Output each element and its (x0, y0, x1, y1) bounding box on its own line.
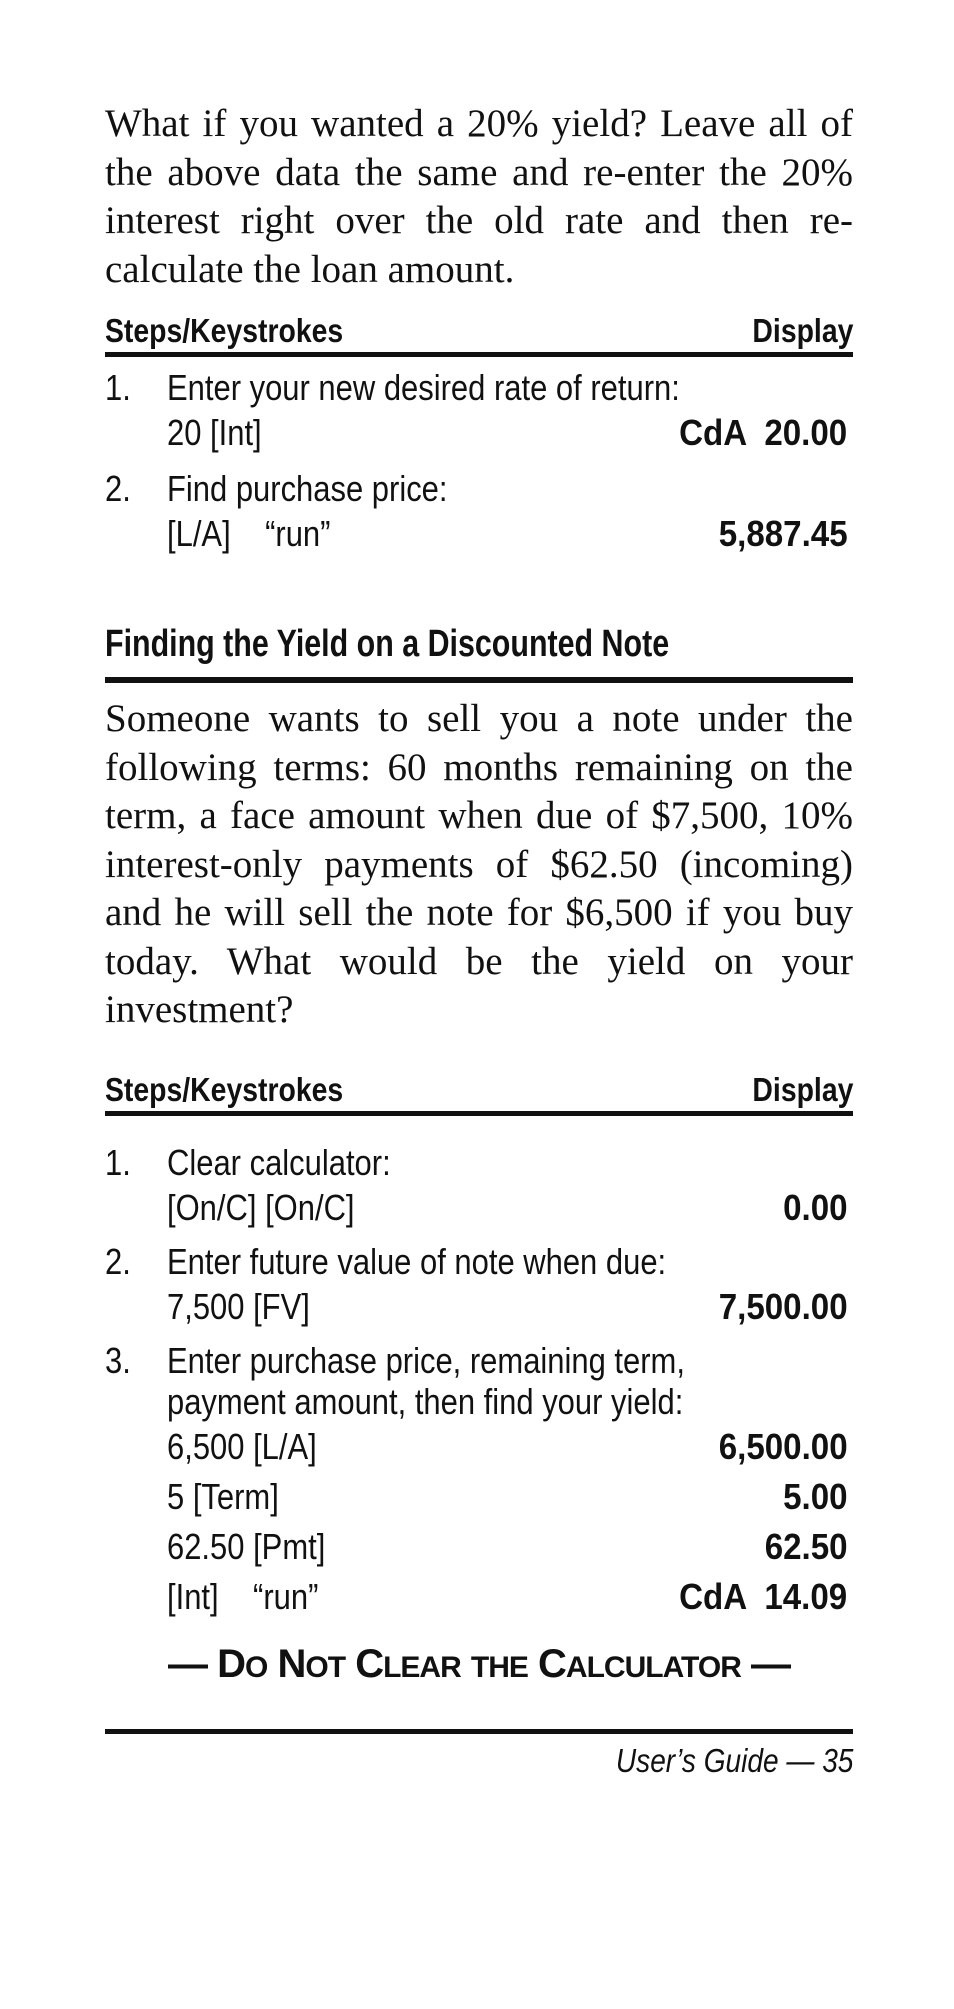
keystrokes: [L/A] “run” (167, 513, 331, 554)
display-value: 5,887.45 (718, 513, 848, 554)
keystroke-row (167, 1522, 853, 1572)
display-value: 7,500.00 (718, 1285, 848, 1327)
steps-header-1 (105, 312, 853, 357)
keystrokes: [Int] “run” (167, 1575, 319, 1617)
display-value: CdA 14.09 (679, 1575, 848, 1617)
display-value: 6,500.00 (718, 1425, 848, 1467)
display-value: 0.00 (783, 1186, 848, 1228)
section-title: Finding the Yield on a Discounted Note (105, 621, 853, 683)
display-value: 62.50 (764, 1525, 848, 1567)
section-paragraph: Someone wants to sell you a note under the following terms: 60 months remaining on the term, a face amount when due of $7,500, 10% interest-only payments of $62.50 (incoming) and he will sell the note for $6,500 if you buy today. What would be the yield on your investment? (105, 697, 853, 1031)
keystroke-row (167, 1472, 853, 1522)
do-not-clear-notice (105, 1642, 853, 1687)
keystroke-row (167, 1572, 853, 1622)
footer-rule (105, 1729, 853, 1734)
table1-step-2 (105, 468, 853, 559)
keystrokes: 20 [Int] (167, 412, 262, 453)
step-number: 3. (105, 1339, 131, 1381)
keystrokes: 7,500 [FV] (167, 1285, 310, 1327)
display-header-label: Display (752, 312, 853, 349)
table1-step-1 (105, 367, 853, 458)
keystrokes: 6,500 [L/A] (167, 1425, 317, 1467)
step-number: 2. (105, 468, 131, 509)
keystroke-row (167, 509, 853, 559)
keystrokes: 5 [Term] (167, 1475, 279, 1517)
step-instruction: Clear calculator: (167, 1141, 391, 1183)
display-value: CdA 20.00 (679, 412, 848, 453)
table2-step-2 (105, 1241, 853, 1332)
table2-step-1 (105, 1142, 853, 1233)
page-footer (105, 1742, 853, 1780)
intro-paragraph: What if you wanted a 20% yield? Leave all of the above data the same and re-enter the 20% interest right over the old rate and then re-calculate the loan amount. (105, 102, 853, 291)
step-number: 1. (105, 1141, 131, 1183)
keystroke-row (167, 1422, 853, 1472)
table2-step-3 (105, 1340, 853, 1622)
step-instruction: Enter future value of note when due: (167, 1240, 667, 1282)
keystrokes: 62.50 [Pmt] (167, 1525, 326, 1567)
footer-text: User’s Guide — 35 (615, 1741, 853, 1779)
notice-text: — DO NOT CLEAR THE CALCULATOR — (168, 1641, 790, 1686)
steps-header-2 (105, 1071, 853, 1116)
step-instruction-line-2: payment amount, then find your yield: (167, 1380, 684, 1422)
keystroke-row (167, 1282, 853, 1332)
steps-header-label: Steps/Keystrokes (105, 1070, 344, 1108)
display-value: 5.00 (783, 1475, 848, 1517)
step-number: 2. (105, 1240, 131, 1282)
step-number: 1. (105, 367, 131, 408)
page (105, 100, 853, 1780)
keystroke-row (167, 1183, 853, 1233)
step-instruction-line-1: Enter purchase price, remaining term, (167, 1339, 685, 1381)
step-instruction: Find purchase price: (167, 468, 448, 509)
step-instruction: Enter your new desired rate of return: (167, 367, 680, 408)
display-header-label: Display (752, 1070, 853, 1108)
keystrokes: [On/C] [On/C] (167, 1186, 355, 1228)
steps-header-label: Steps/Keystrokes (105, 312, 344, 349)
keystroke-row (167, 408, 853, 458)
